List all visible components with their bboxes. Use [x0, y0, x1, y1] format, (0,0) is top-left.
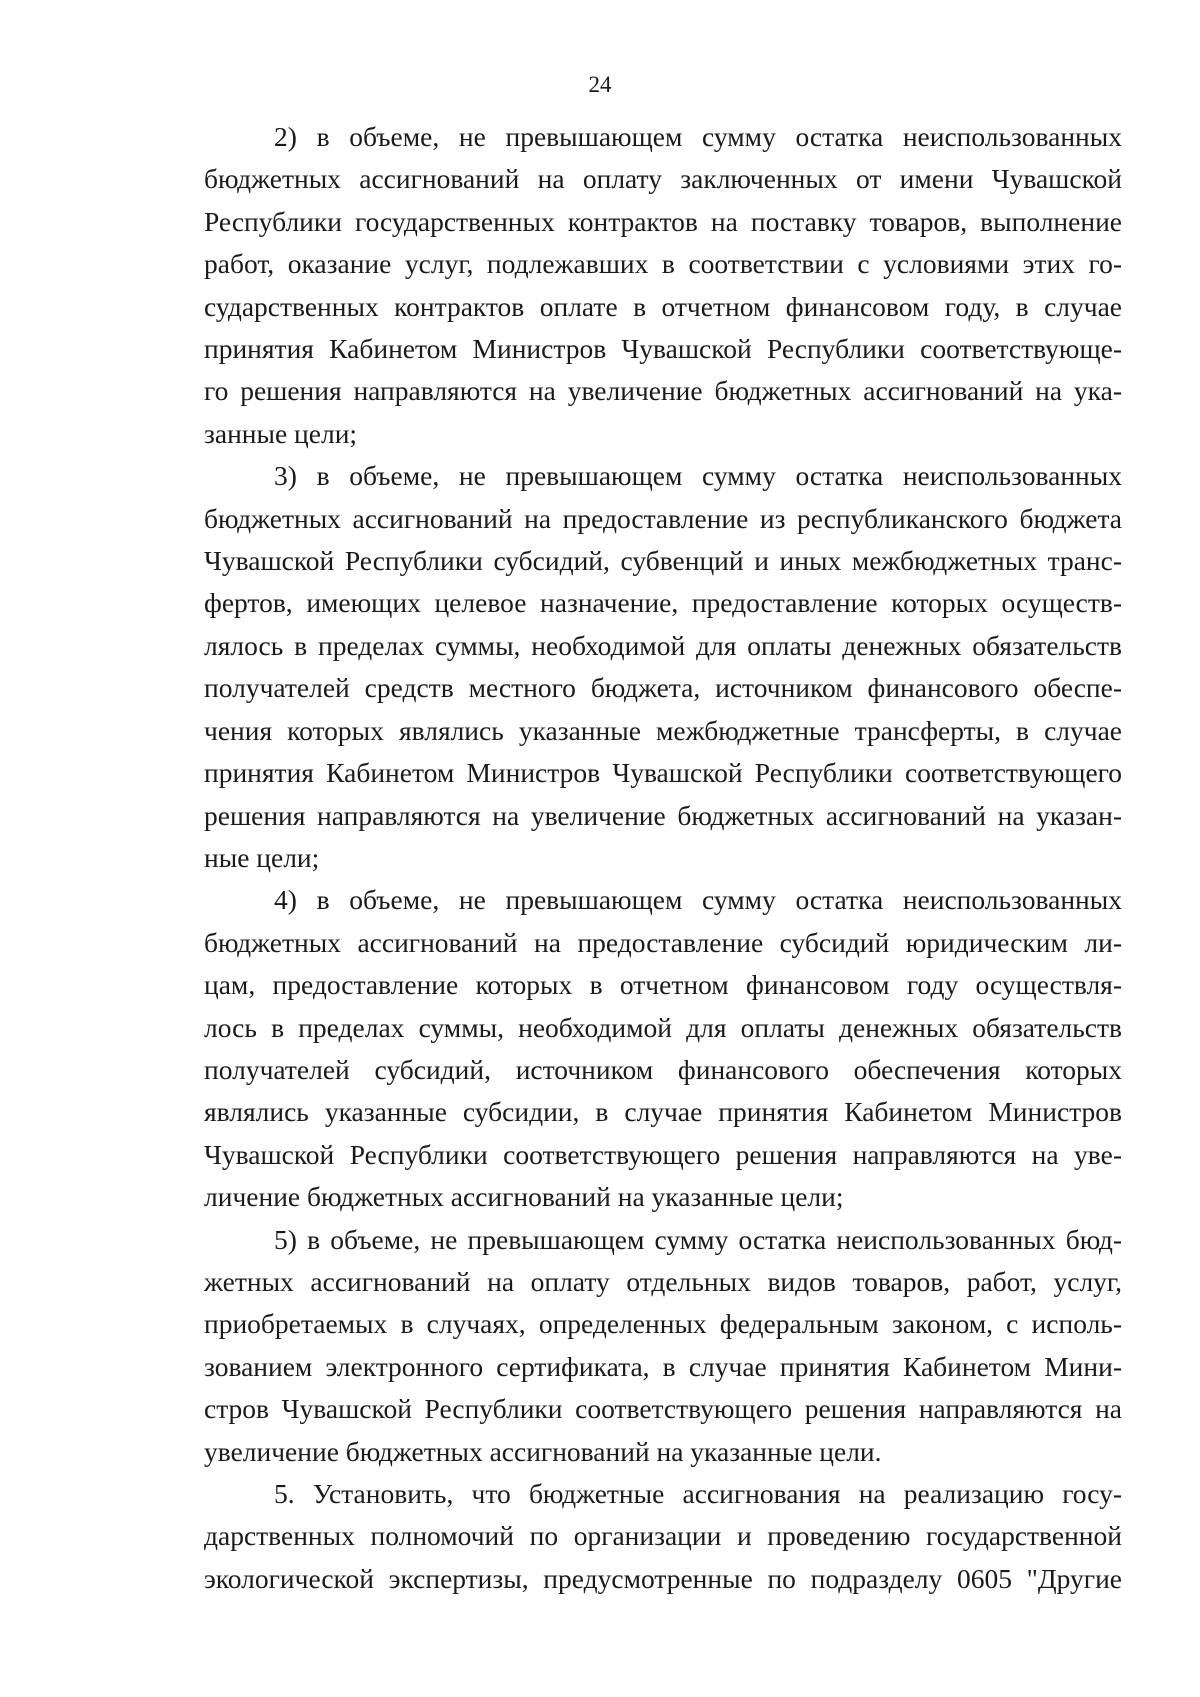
text-line: стров Чувашской Республики соответствующего решения направляются на	[204, 1393, 1122, 1425]
paragraph	[204, 116, 1122, 455]
text-line: лось в пределах суммы, необходимой для оплаты денежных обязательств	[204, 1011, 1122, 1043]
document-body	[204, 116, 1122, 1600]
text-line: зованием электронного сертификата, в случае принятия Кабинетом Мини-	[204, 1350, 1122, 1382]
text-line: ные цели;	[204, 841, 320, 873]
text-line: чения которых являлись указанные межбюджетные трансферты, в случае	[204, 714, 1122, 746]
text-line: цам, предоставление которых в отчетном финансовом году осуществля-	[204, 969, 1122, 1001]
paragraph	[204, 1219, 1122, 1473]
text-line: принятия Кабинетом Министров Чувашской Республики соответствующего	[204, 757, 1122, 789]
text-line: экологической экспертизы, предусмотренные по подразделу 0605 "Другие	[204, 1562, 1122, 1594]
text-line: лялось в пределах суммы, необходимой для оплаты денежных обязательств	[204, 629, 1122, 661]
text-line: приобретаемых в случаях, определенных федеральным законом, с исполь-	[204, 1308, 1122, 1340]
text-line: го решения направляются на увеличение бюджетных ассигнований на ука-	[204, 375, 1122, 407]
text-line: 2) в объеме, не превышающем сумму остатка неиспользованных	[274, 121, 1122, 152]
text-line: дарственных полномочий по организации и проведению государственной	[204, 1520, 1122, 1552]
text-line: Республики государственных контрактов на поставку товаров, выполнение	[204, 205, 1122, 237]
text-line: решения направляются на увеличение бюджетных ассигнований на указан-	[204, 799, 1122, 831]
text-line: 4) в объеме, не превышающем сумму остатка неиспользованных	[274, 884, 1122, 916]
paragraph	[204, 1473, 1122, 1600]
text-line: занные цели;	[204, 417, 358, 449]
text-line: бюджетных ассигнований на оплату заключенных от имени Чувашской	[204, 163, 1122, 195]
text-line: 3) в объеме, не превышающем сумму остатка неиспользованных	[274, 460, 1122, 492]
text-line: 5) в объеме, не превышающем сумму остатка неиспользованных бюд-	[274, 1223, 1122, 1255]
page-number: 24	[588, 72, 612, 97]
paragraph	[204, 879, 1122, 1218]
text-line: 5. Установить, что бюджетные ассигнования на реализацию госу-	[274, 1478, 1122, 1509]
text-line: жетных ассигнований на оплату отдельных видов товаров, работ, услуг,	[204, 1265, 1122, 1297]
text-line: бюджетных ассигнований на предоставление субсидий юридическим ли-	[204, 926, 1122, 958]
text-line: принятия Кабинетом Министров Чувашской Республики соответствующе-	[204, 333, 1122, 365]
paragraph	[204, 455, 1122, 879]
text-line: увеличение бюджетных ассигнований на указанные цели.	[204, 1435, 882, 1467]
text-line: сударственных контрактов оплате в отчетном финансовом году, в случае	[204, 290, 1122, 322]
text-line: являлись указанные субсидии, в случае принятия Кабинетом Министров	[204, 1096, 1122, 1128]
text-line: личение бюджетных ассигнований на указанные цели;	[204, 1181, 844, 1213]
text-line: получателей субсидий, источником финансового обеспечения которых	[204, 1053, 1122, 1085]
text-line: бюджетных ассигнований на предоставление из республиканского бюджета	[204, 502, 1122, 534]
text-line: Чувашской Республики субсидий, субвенций и иных межбюджетных транс-	[204, 545, 1122, 577]
text-line: Чувашской Республики соответствующего решения направляются на уве-	[204, 1138, 1122, 1170]
text-line: получателей средств местного бюджета, источником финансового обеспе-	[204, 672, 1122, 704]
text-line: работ, оказание услуг, подлежавших в соответствии с условиями этих го-	[204, 248, 1122, 280]
text-line: фертов, имеющих целевое назначение, предоставление которых осуществ-	[204, 587, 1122, 619]
